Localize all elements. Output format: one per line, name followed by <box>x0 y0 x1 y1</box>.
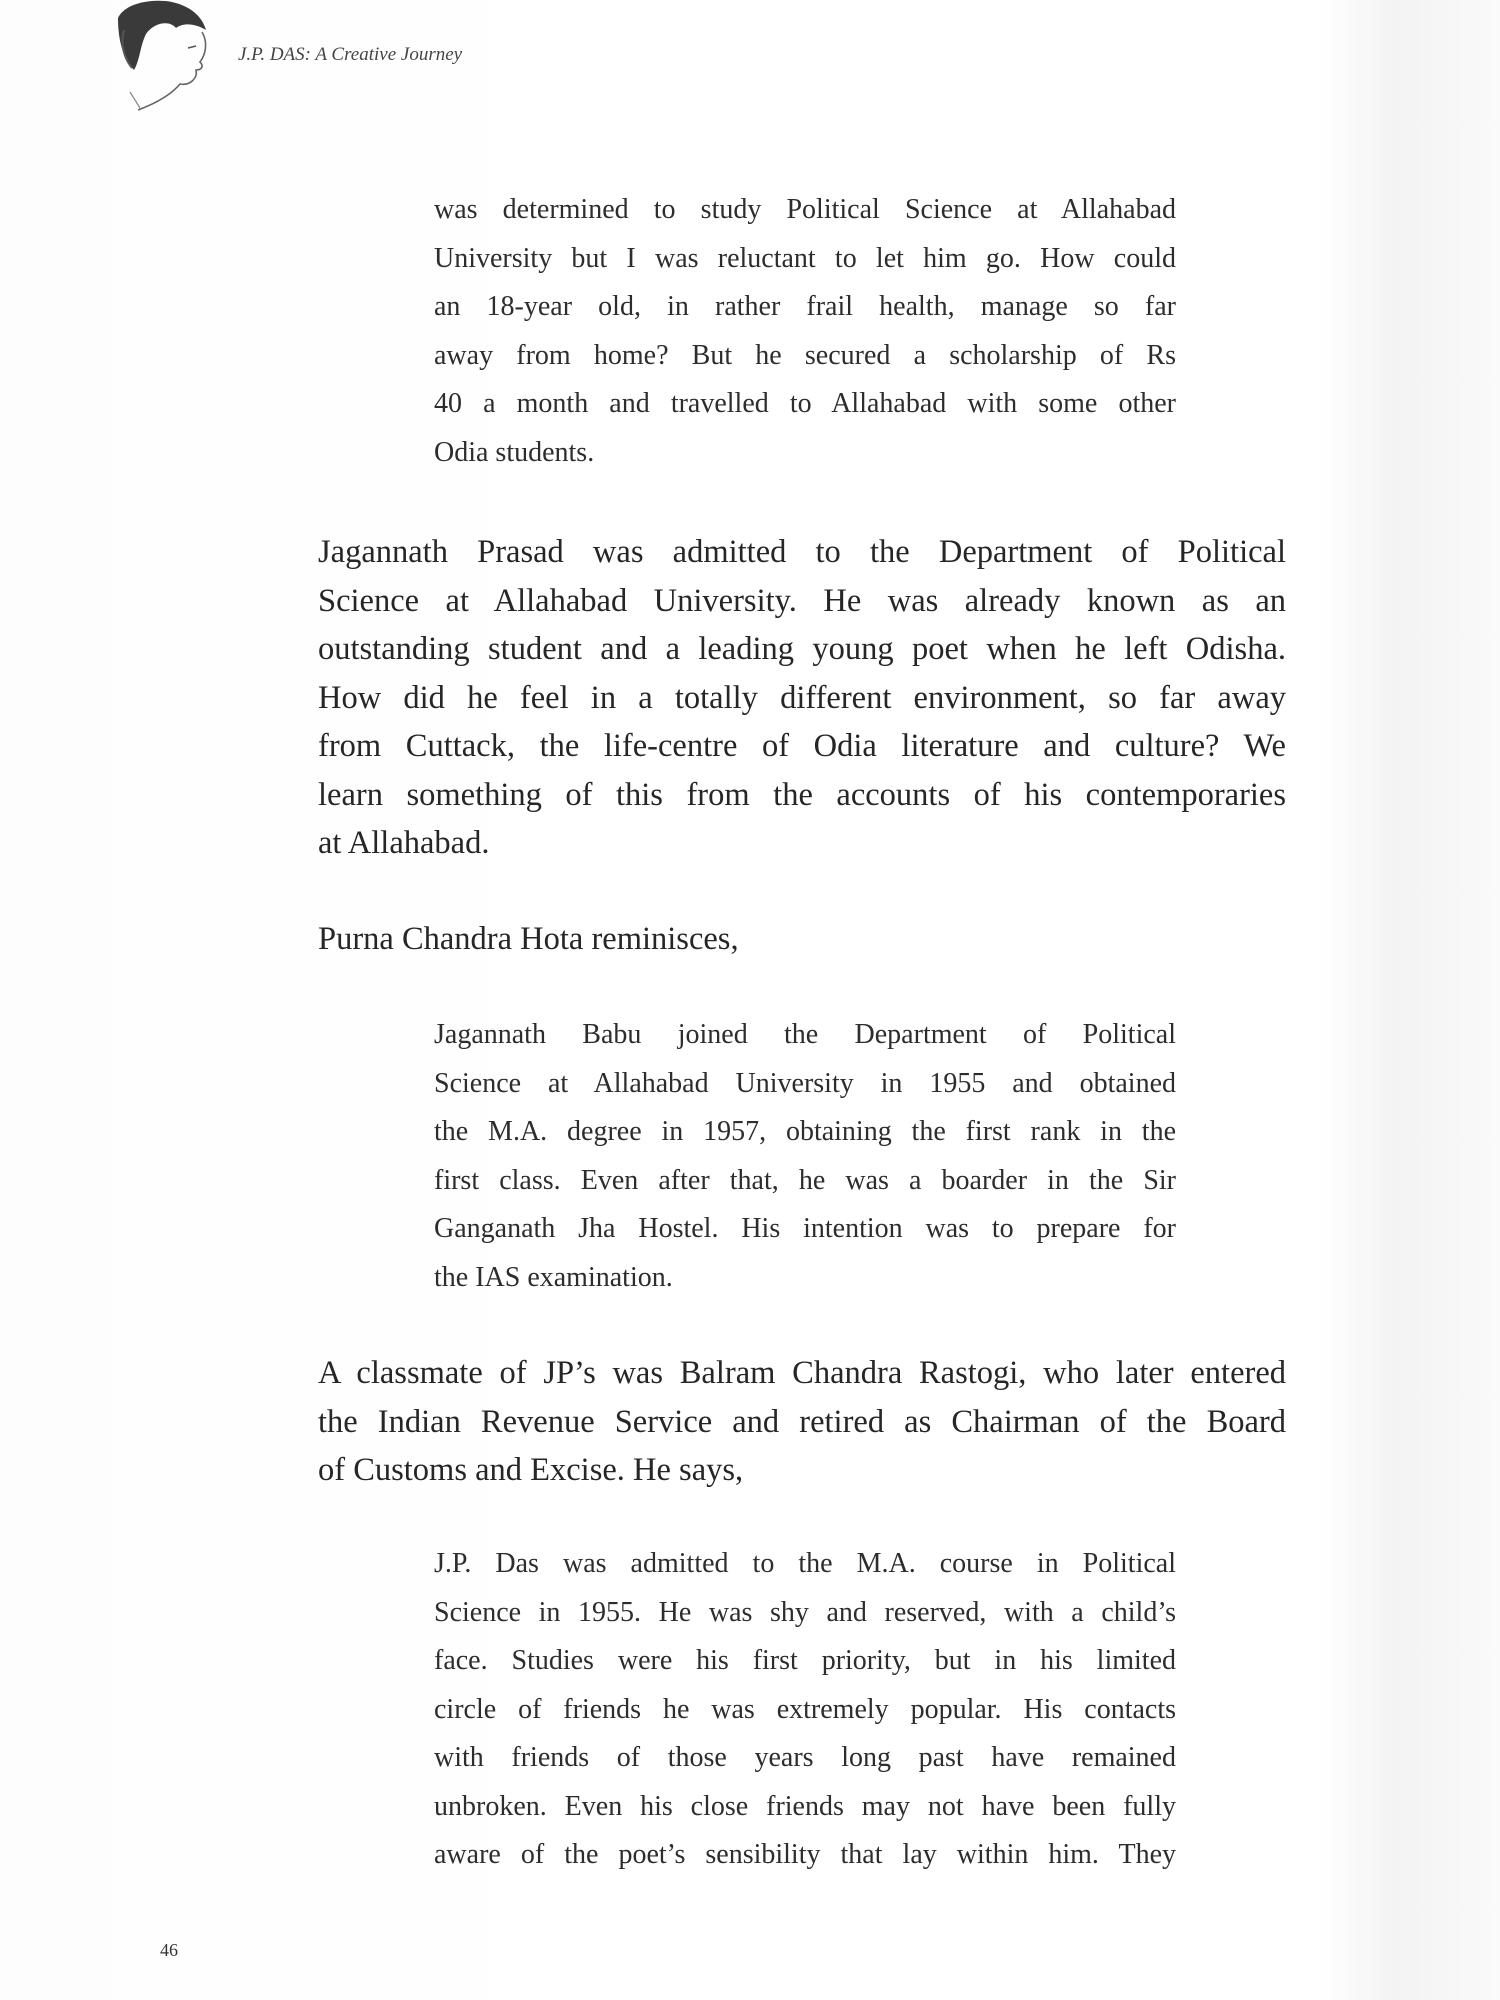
page-number: 46 <box>160 1940 178 1960</box>
text-line: Jagannath Prasad was admitted to the Department of Political <box>318 534 1286 570</box>
text-line: A classmate of JP’s was Balram Chandra Rastogi, who later entered <box>318 1355 1286 1391</box>
paragraph-3 <box>318 1349 1286 1495</box>
quote-line: an 18-year old, in rather frail health, manage so far <box>434 291 1176 322</box>
text-line: learn something of this from the accounts of his contemporaries <box>318 776 1286 813</box>
quote-line: J.P. Das was admitted to the M.A. course in Political <box>434 1548 1176 1579</box>
text-line: from Cuttack, the life-centre of Odia literature and culture? We <box>318 728 1286 764</box>
quote-line: unbroken. Even his close friends may not have been fully <box>434 1790 1176 1822</box>
running-head-title: J.P. DAS: A Creative Journey <box>238 44 463 65</box>
quote-line: Ganganath Jha Hostel. His intention was to prepare for <box>434 1213 1176 1244</box>
author-portrait-icon <box>110 0 220 120</box>
block-quote-1 <box>434 186 1176 477</box>
quote-line: aware of the poet’s sensibility that lay within him. They <box>434 1839 1176 1870</box>
block-quote-3 <box>434 1540 1176 1880</box>
quote-line: Jagannath Babu joined the Department of Political <box>434 1019 1176 1050</box>
quote-line: the IAS examination. <box>434 1261 673 1293</box>
quote-line: was determined to study Political Science at Allahabad <box>434 194 1176 225</box>
quote-line: 40 a month and travelled to Allahabad with some other <box>434 388 1176 419</box>
paragraph-2 <box>318 915 1286 964</box>
text-line: the Indian Revenue Service and retired as Chairman of the Board <box>318 1403 1286 1440</box>
quote-line: face. Studies were his first priority, but in his limited <box>434 1645 1176 1676</box>
quote-line: with friends of those years long past have remained <box>434 1742 1176 1773</box>
text-line: Science at Allahabad University. He was already known as an <box>318 582 1286 619</box>
text-line: How did he feel in a totally different environment, so far away <box>318 679 1286 716</box>
quote-line: first class. Even after that, he was a boarder in the Sir <box>434 1164 1176 1196</box>
quote-line: Science at Allahabad University in 1955 and obtained <box>434 1067 1176 1099</box>
text-line: of Customs and Excise. He says, <box>318 1452 744 1488</box>
paragraph-1 <box>318 528 1286 868</box>
text-line: outstanding student and a leading young poet when he left Odisha. <box>318 631 1286 667</box>
text-line: at Allahabad. <box>318 825 490 861</box>
quote-line: away from home? But he secured a scholarship of Rs <box>434 339 1176 371</box>
quote-line: the M.A. degree in 1957, obtaining the first rank in the <box>434 1116 1176 1147</box>
quote-line: circle of friends he was extremely popular. His contacts <box>434 1693 1176 1725</box>
quote-line: Science in 1955. He was shy and reserved, with a child’s <box>434 1596 1176 1628</box>
text-line: Purna Chandra Hota reminisces, <box>318 921 739 957</box>
quote-line: Odia students. <box>434 436 595 468</box>
block-quote-2 <box>434 1011 1176 1302</box>
quote-line: University but I was reluctant to let him go. How could <box>434 242 1176 274</box>
